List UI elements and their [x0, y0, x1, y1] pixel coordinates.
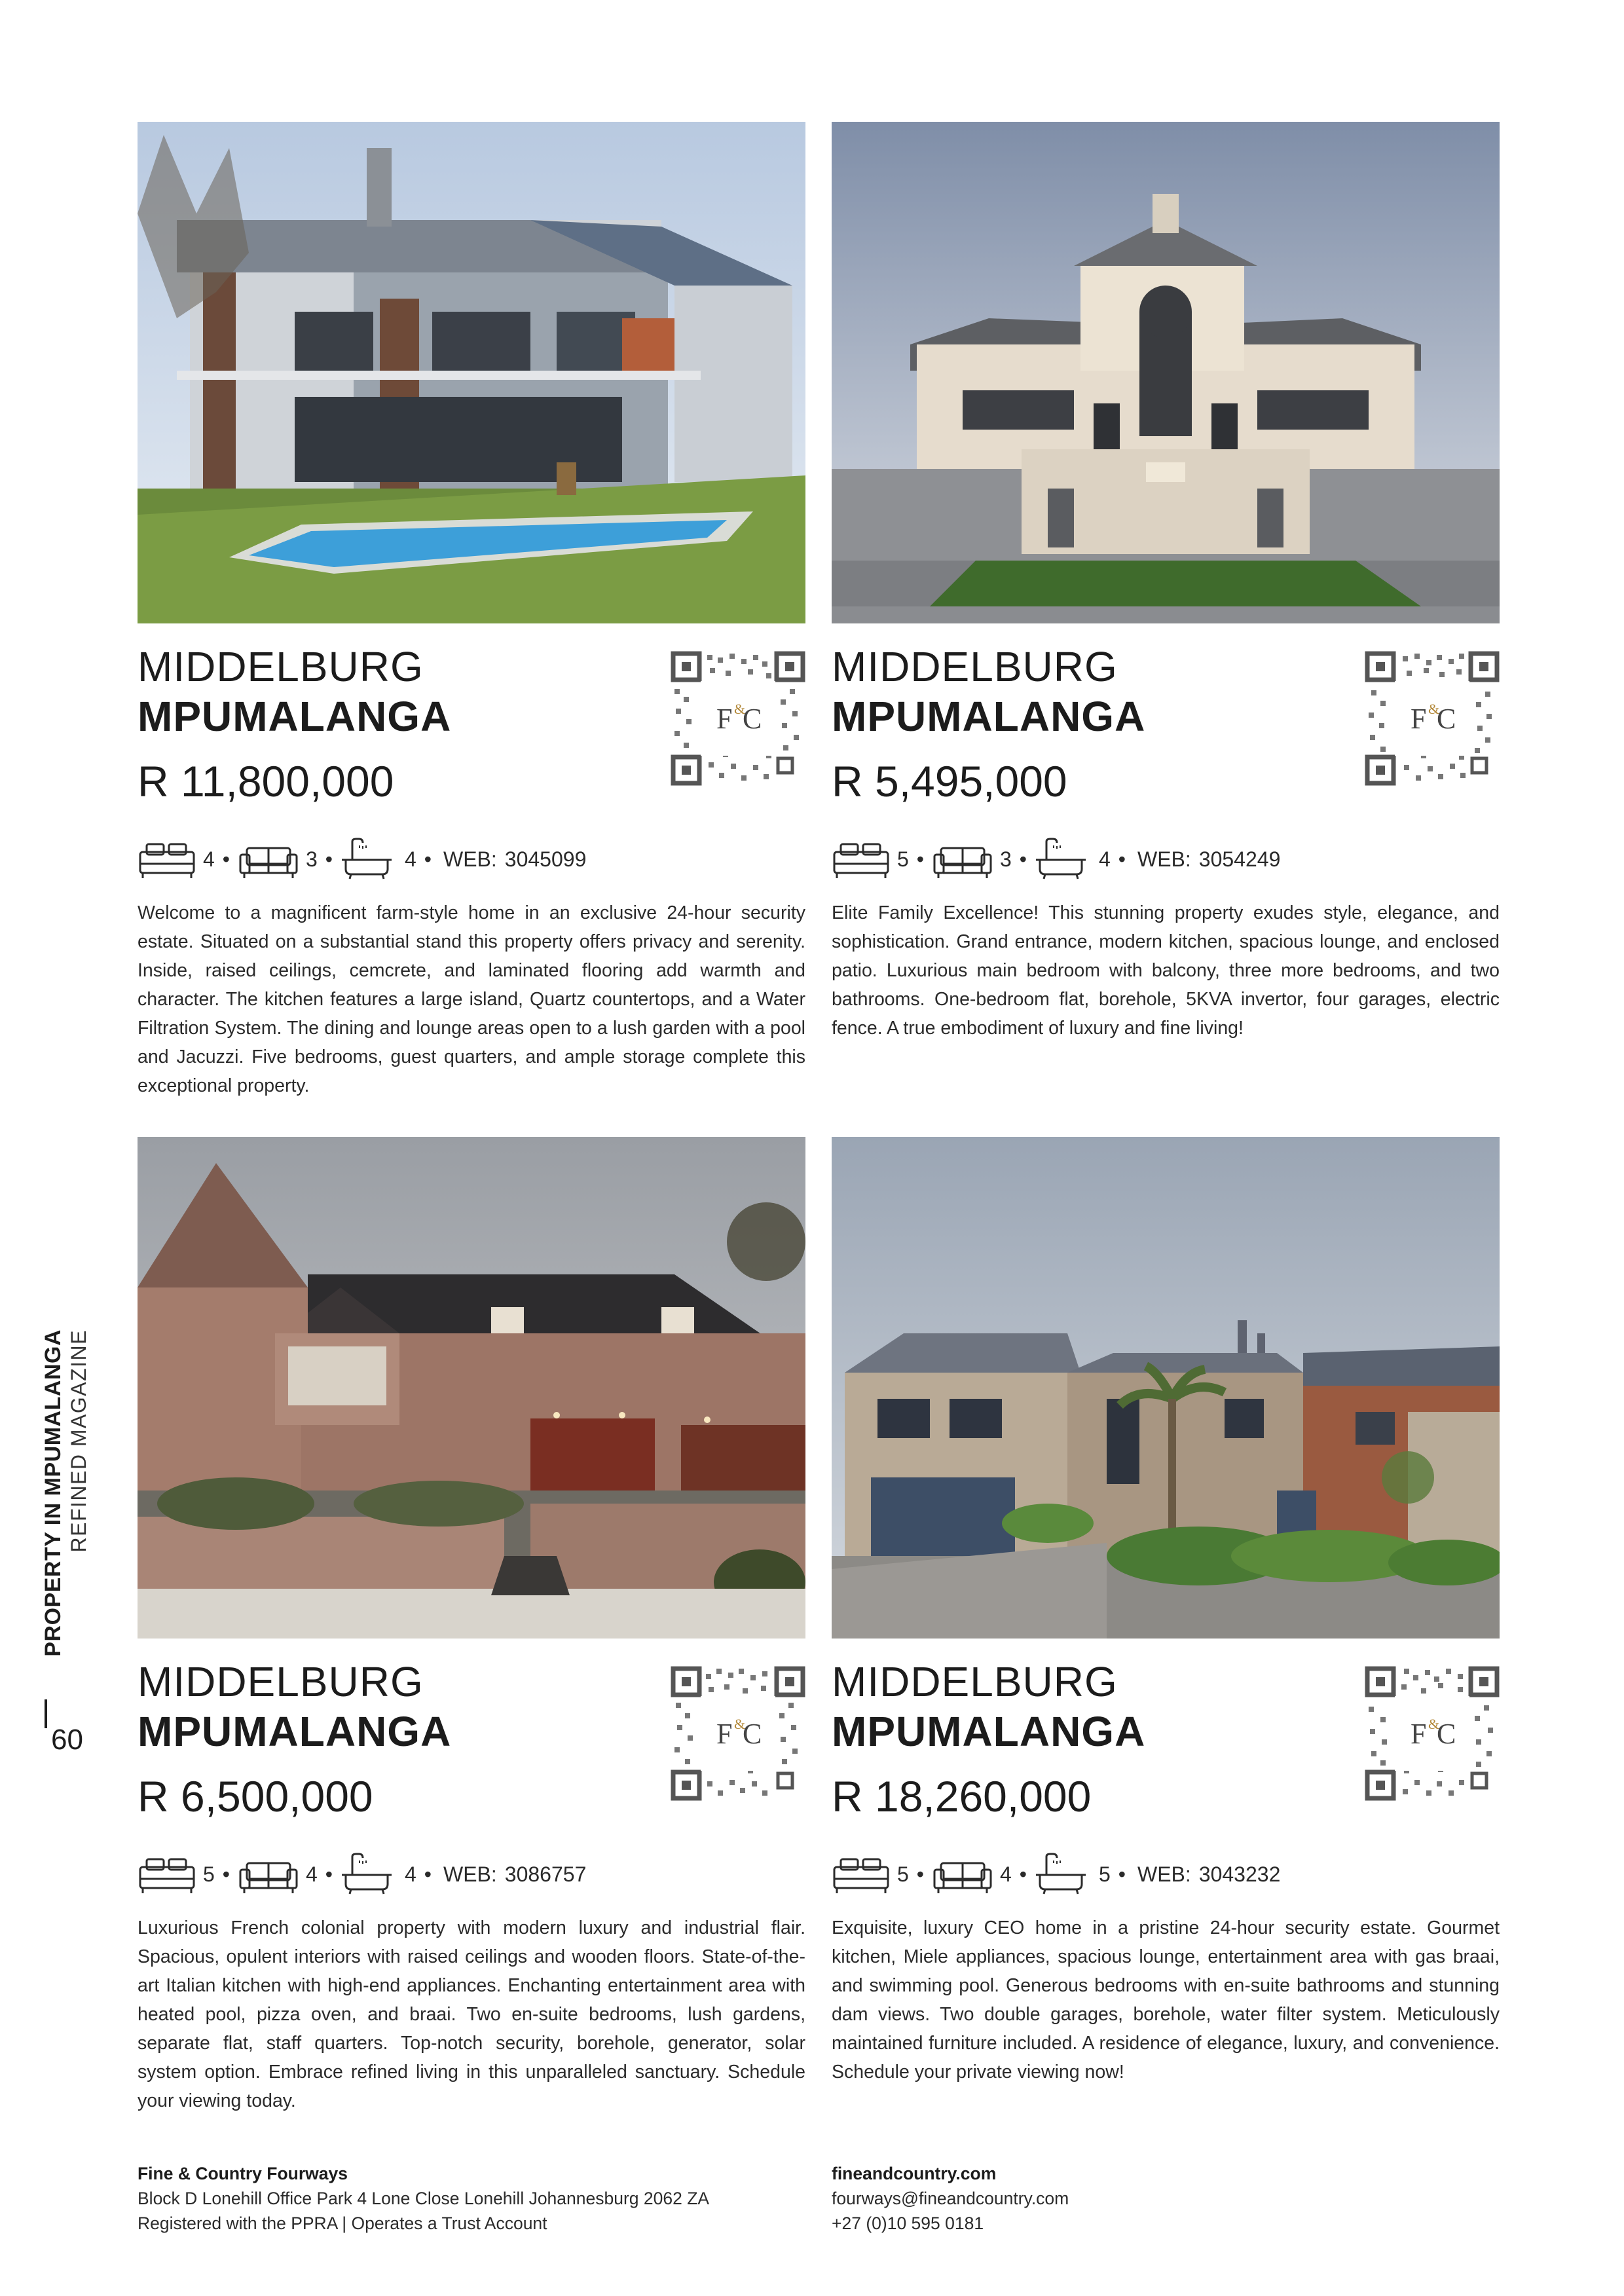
footer-agency [138, 2161, 792, 2236]
side-label-subtitle: REFINED MAGAZINE [67, 1329, 90, 1553]
listing-description: Exquisite, luxury CEO home in a pristine 24-hour security estate. Gourmet kitchen, Miele appliances, spacious lounge, entertainment area with gas braai, and swimming pool. Generous bedrooms with en-suite bathrooms and stunning dam views. Two double garages, borehole, water filter system. Meticulously maintained furniture included. A residence of elegance, luxury, and convenience. Schedule your private viewing now! [832, 1917, 1500, 2083]
separator-dot: • [424, 847, 432, 871]
separator-dot: • [325, 1862, 333, 1886]
bed-icon [832, 838, 891, 881]
qr-logo-c: C [743, 1718, 762, 1750]
listing-price: R 6,500,000 [138, 1772, 373, 1821]
sofa-icon [238, 838, 299, 881]
lounge-count: 4 [1000, 1862, 1012, 1886]
agency-name: Fine & Country Fourways [138, 2164, 348, 2183]
qr-logo-c: C [1437, 1718, 1456, 1750]
qr-logo-f: F [716, 1718, 733, 1750]
qr-code[interactable] [671, 651, 805, 786]
bedroom-count: 5 [897, 1862, 909, 1886]
bedroom-count: 4 [203, 847, 215, 871]
side-label [34, 1329, 100, 1775]
bathroom-count: 4 [405, 1862, 416, 1886]
qr-logo-f: F [716, 703, 733, 735]
property-photo[interactable] [832, 1137, 1500, 1639]
qr-logo-c: C [743, 703, 762, 735]
listing-price: R 5,495,000 [832, 757, 1067, 805]
property-photo[interactable] [138, 1137, 805, 1639]
web-reference[interactable]: 3045099 [504, 847, 587, 871]
bathtub-icon [1035, 838, 1087, 881]
lounge-count: 4 [306, 1862, 318, 1886]
feature-row [832, 833, 1500, 885]
separator-dot: • [424, 1862, 432, 1886]
web-label: WEB: [1137, 847, 1191, 871]
qr-logo-amp: & [1428, 701, 1440, 717]
listing-card [138, 1137, 805, 2119]
location-province: MPUMALANGA [832, 1708, 1146, 1755]
web-label: WEB: [443, 1862, 497, 1886]
listing-description: Luxurious French colonial property with modern luxury and industrial flair. Spacious, opulent interiors with raised ceilings and wooden floors. State-of-the-art Italian kitchen with high-end appliances. Enchanting entertainment area with heated pool, pizza oven, and braai. Two en-suite bedrooms, lush gardens, separate flat, staff quarters. Top-notch security, borehole, generator, solar system option. Embrace refined living in this unparalleled sanctuary. Schedule your viewing today. [138, 1917, 805, 2111]
feature-row [832, 1848, 1500, 1900]
separator-dot: • [1019, 847, 1027, 871]
location-province: MPUMALANGA [138, 693, 452, 740]
sofa-icon [932, 838, 993, 881]
qr-logo-amp: & [1428, 1716, 1440, 1732]
bathroom-count: 5 [1099, 1862, 1111, 1886]
lounge-count: 3 [1000, 847, 1012, 871]
separator-dot: • [222, 1862, 230, 1886]
listing-card [832, 1137, 1500, 2119]
location-town: MIDDELBURG [832, 643, 1118, 690]
bathtub-icon [341, 838, 393, 881]
bathroom-count: 4 [405, 847, 416, 871]
web-label: WEB: [1137, 1862, 1191, 1886]
location-province: MPUMALANGA [138, 1708, 452, 1755]
separator-dot: • [325, 847, 333, 871]
bedroom-count: 5 [897, 847, 909, 871]
separator-dot: • [916, 1862, 924, 1886]
listing-card [138, 122, 805, 1117]
qr-code[interactable] [671, 1666, 805, 1801]
agency-website-link[interactable]: fineandcountry.com [832, 2164, 997, 2183]
bed-icon [138, 838, 196, 881]
footer-contact [832, 2161, 1486, 2236]
listing-price: R 18,260,000 [832, 1772, 1092, 1821]
location-town: MIDDELBURG [138, 1658, 424, 1705]
qr-logo-f: F [1411, 703, 1427, 735]
agency-registration: Registered with the PPRA | Operates a Trust Account [138, 2213, 547, 2233]
bed-icon [832, 1853, 891, 1896]
side-label-title: PROPERTY IN MPUMALANGA [41, 1329, 65, 1657]
qr-code[interactable] [1365, 651, 1500, 786]
agency-phone[interactable]: +27 (0)10 595 0181 [832, 2213, 984, 2233]
web-reference[interactable]: 3086757 [504, 1862, 587, 1886]
property-photo[interactable] [138, 122, 805, 623]
separator-dot: • [1118, 847, 1126, 871]
web-reference[interactable]: 3054249 [1198, 847, 1281, 871]
location-town: MIDDELBURG [138, 643, 424, 690]
listing-card [832, 122, 1500, 1117]
bed-icon [138, 1853, 196, 1896]
bathtub-icon [341, 1853, 393, 1896]
separator-dot: • [916, 847, 924, 871]
qr-logo-c: C [1437, 703, 1456, 735]
location-province: MPUMALANGA [832, 693, 1146, 740]
feature-row [138, 1848, 805, 1900]
bathtub-icon [1035, 1853, 1087, 1896]
separator-dot: • [222, 847, 230, 871]
web-reference[interactable]: 3043232 [1198, 1862, 1281, 1886]
qr-logo-f: F [1411, 1718, 1427, 1750]
listing-description: Welcome to a magnificent farm-style home in an exclusive 24-hour security estate. Situated on a substantial stand this property offers privacy and serenity. Inside, raised ceilings, cemcrete, and laminated flooring add warmth and character. The kitchen features a large island, Quartz countertops, and a Water Filtration System. The dining and lounge areas open to a lush garden with a pool and Jacuzzi. Five bedrooms, guest quarters, and ample storage complete this exceptional property. [138, 902, 805, 1096]
listing-price: R 11,800,000 [138, 757, 394, 805]
agency-email-link[interactable]: fourways@fineandcountry.com [832, 2189, 1069, 2208]
qr-logo-amp: & [734, 701, 746, 717]
web-label: WEB: [443, 847, 497, 871]
lounge-count: 3 [306, 847, 318, 871]
bedroom-count: 5 [203, 1862, 215, 1886]
qr-logo-amp: & [734, 1716, 746, 1732]
sofa-icon [238, 1853, 299, 1896]
sofa-icon [932, 1853, 993, 1896]
agency-address: Block D Lonehill Office Park 4 Lone Close Lonehill Johannesburg 2062 ZA [138, 2189, 710, 2208]
separator-dot: • [1118, 1862, 1126, 1886]
bathroom-count: 4 [1099, 847, 1111, 871]
feature-row [138, 833, 805, 885]
page-number: 60 [51, 1724, 83, 1756]
listing-description: Elite Family Excellence! This stunning property exudes style, elegance, and sophistication. Grand entrance, modern kitchen, spacious lounge, and enclosed patio. Luxurious main bedroom with balcony, three more bedrooms, and two bathrooms. One-bedroom flat, borehole, 5KVA invertor, four garages, electric fence. A true embodiment of luxury and fine living! [832, 902, 1500, 1039]
location-town: MIDDELBURG [832, 1658, 1118, 1705]
qr-code[interactable] [1365, 1666, 1500, 1801]
separator-dot: • [1019, 1862, 1027, 1886]
page-number-divider [45, 1699, 47, 1728]
property-photo[interactable] [832, 122, 1500, 623]
